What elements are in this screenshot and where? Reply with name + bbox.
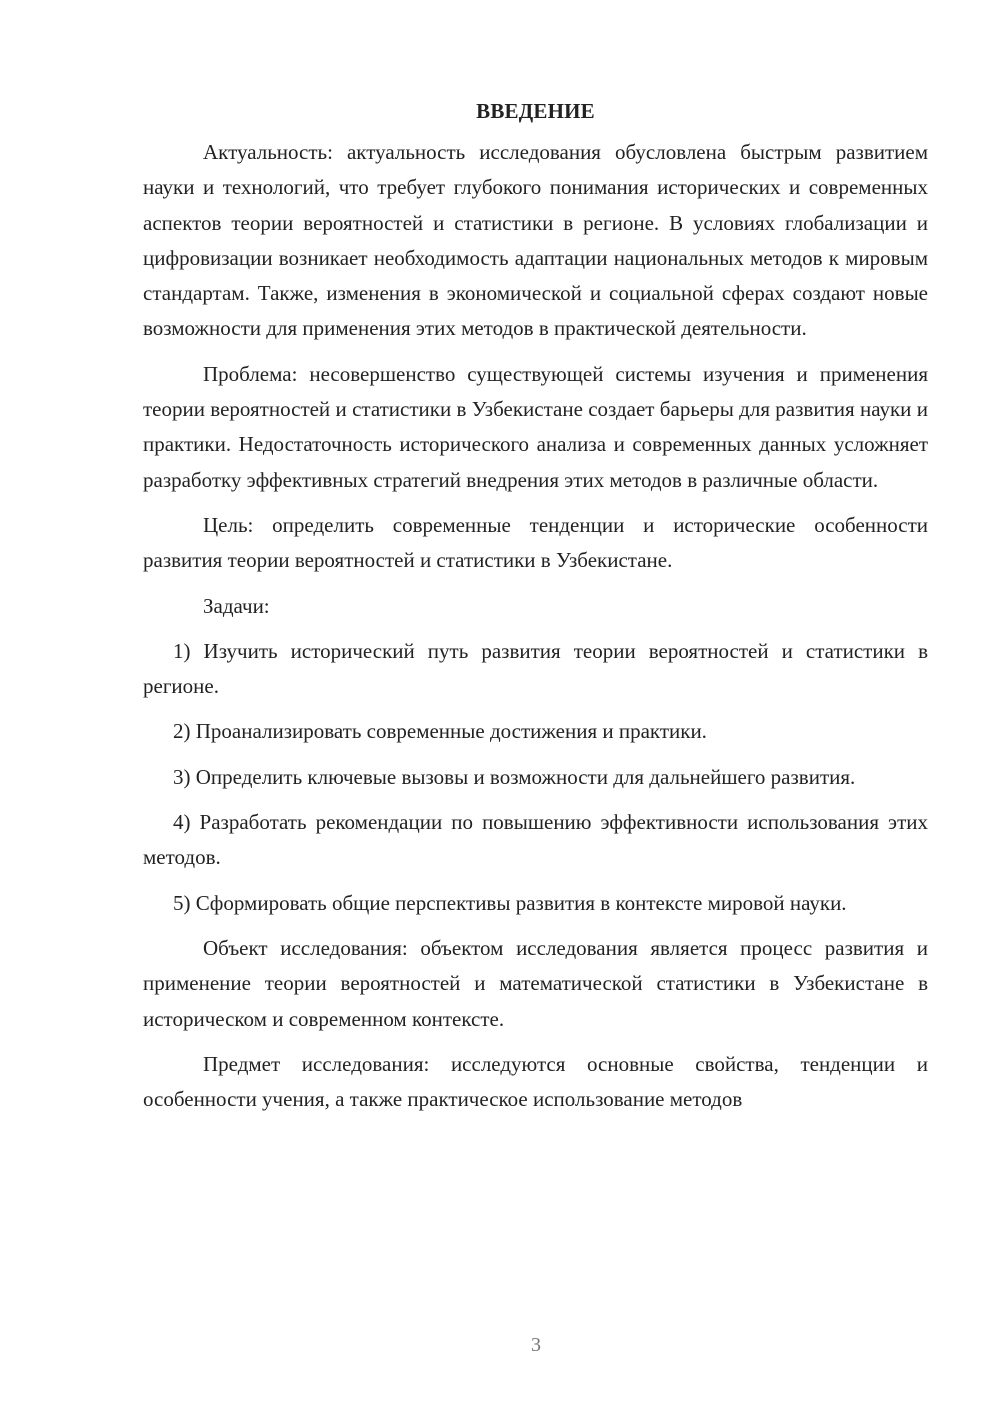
task-item: 3) Определить ключевые вызовы и возможности для дальнейшего развития. [173,764,856,789]
task-item: 4) Разработать рекомендации по повышению эффективности использования этих методов. [143,810,928,870]
paragraph-relevance: Актуальность: актуальность исследования обусловлена быстрым развитием науки и технологий, что требует глубокого понимания исторических и современных аспектов теории вероятностей и статистики в регионе. В условиях глобализации и цифровизации возникает необходимость адаптации национальных методов к мировым стандартам. Также, изменения в экономической и социальной сферах создают новые возможности для применения этих методов в практической деятельности. [143,140,928,341]
task-item: 1) Изучить исторический путь развития теории вероятностей и статистики в регионе. [143,638,928,699]
page-number: 3 [531,1334,541,1356]
paragraph-subject: Предмет исследования: исследуются основные свойства, тенденции и особенности учения, а также практическое использование методов [143,1051,928,1112]
section-title: ВВЕДЕНИЕ [476,99,595,123]
paragraph-goal: Цель: определить современные тенденции и исторические особенности развития теории вероятностей и статистики в Узбекистане. [143,512,928,573]
task-item: 5) Сформировать общие перспективы развития в контексте мировой науки. [173,890,847,915]
paragraph-problem: Проблема: несовершенство существующей системы изучения и применения теории вероятностей и статистики в Узбекистане создает барьеры для развития науки и практики. Недостаточность исторического анализа и современных данных усложняет разработку эффективных стратегий внедрения этих методов в различные области. [143,361,928,492]
tasks-heading: Задачи: [203,593,270,618]
task-item: 2) Проанализировать современные достижения и практики. [173,719,707,744]
document-page [143,96,928,1117]
paragraph-object: Объект исследования: объектом исследования является процесс развития и применение теории вероятностей и математической статистики в Узбекистане в историческом и современном контексте. [143,935,928,1031]
